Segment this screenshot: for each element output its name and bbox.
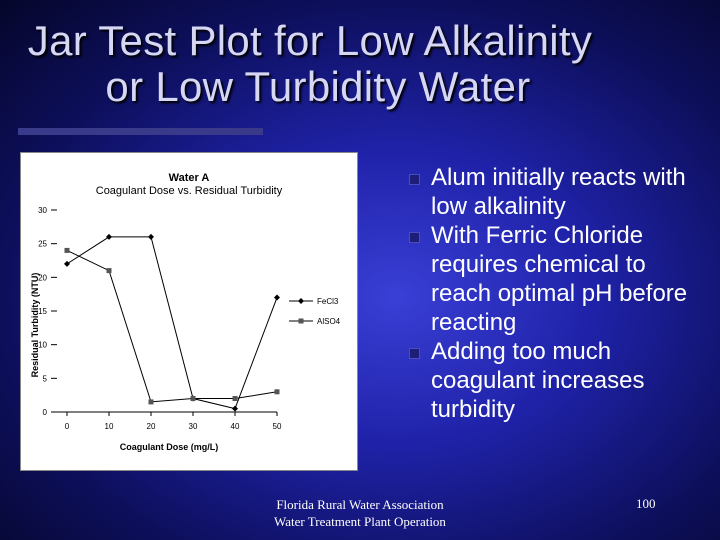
footer-line-1: Florida Rural Water Association xyxy=(276,497,444,512)
data-point-AlSO4 xyxy=(149,399,154,404)
square-bullet-icon xyxy=(409,348,420,359)
bullet-item xyxy=(405,221,705,337)
data-point-FeCl3 xyxy=(232,406,238,412)
series-line-AlSO4 xyxy=(67,250,277,402)
legend-marker-AlSO4 xyxy=(299,319,304,324)
bullet-item xyxy=(405,163,705,221)
data-point-FeCl3 xyxy=(148,234,154,240)
data-point-AlSO4 xyxy=(65,248,70,253)
data-point-AlSO4 xyxy=(107,268,112,273)
bullet-list xyxy=(405,163,705,424)
x-axis-label: Coagulant Dose (mg/L) xyxy=(119,442,219,452)
y-tick-label: 25 xyxy=(38,239,47,249)
chart-subtitle: Coagulant Dose vs. Residual Turbidity xyxy=(95,185,283,197)
y-tick-label: 20 xyxy=(38,273,47,283)
y-tick-label: 15 xyxy=(38,307,47,316)
slide-title xyxy=(0,18,620,110)
legend-marker-FeCl3 xyxy=(298,298,304,304)
title-line-2: or Low Turbidity Water xyxy=(105,63,531,110)
x-tick-label: 40 xyxy=(230,422,240,431)
bullet-item xyxy=(405,337,705,424)
square-bullet-icon xyxy=(409,174,420,185)
data-point-FeCl3 xyxy=(106,234,112,240)
data-point-AlSO4 xyxy=(275,389,280,394)
jar-test-chart xyxy=(21,153,357,470)
x-tick-label: 10 xyxy=(104,422,114,431)
bullet-text: With Ferric Chloride requires chemical to reach optimal pH before reacting xyxy=(431,222,688,336)
legend-label-FeCl3: FeCl3 xyxy=(317,297,339,306)
title-underline-bar xyxy=(18,128,263,135)
y-axis-label: Residual Turbidity (NTU) xyxy=(30,272,40,378)
title-line-1: Jar Test Plot for Low Alkalinity xyxy=(27,17,593,64)
legend-label-AlSO4: AlSO4 xyxy=(317,317,341,326)
data-point-FeCl3 xyxy=(64,261,70,267)
x-tick-label: 30 xyxy=(188,422,198,431)
square-bullet-icon xyxy=(409,232,420,243)
x-tick-label: 0 xyxy=(64,422,70,431)
footer xyxy=(250,496,470,530)
y-tick-label: 0 xyxy=(42,408,47,417)
y-tick-label: 5 xyxy=(42,374,47,384)
footer-line-2: Water Treatment Plant Operation xyxy=(274,514,446,529)
y-tick-label: 10 xyxy=(38,340,47,350)
data-point-AlSO4 xyxy=(233,396,238,401)
y-tick-label: 30 xyxy=(38,206,47,215)
data-point-FeCl3 xyxy=(274,295,280,301)
chart-title: Water A xyxy=(168,172,210,184)
data-point-AlSO4 xyxy=(191,396,196,401)
x-tick-label: 20 xyxy=(146,422,156,431)
series-line-FeCl3 xyxy=(67,237,277,409)
bullet-text: Adding too much coagulant increases turbidity xyxy=(431,338,645,423)
bullet-text: Alum initially reacts with low alkalinity xyxy=(431,164,686,220)
chart-panel xyxy=(20,152,358,471)
x-tick-label: 50 xyxy=(272,422,282,431)
page-number: 100 xyxy=(636,496,656,511)
